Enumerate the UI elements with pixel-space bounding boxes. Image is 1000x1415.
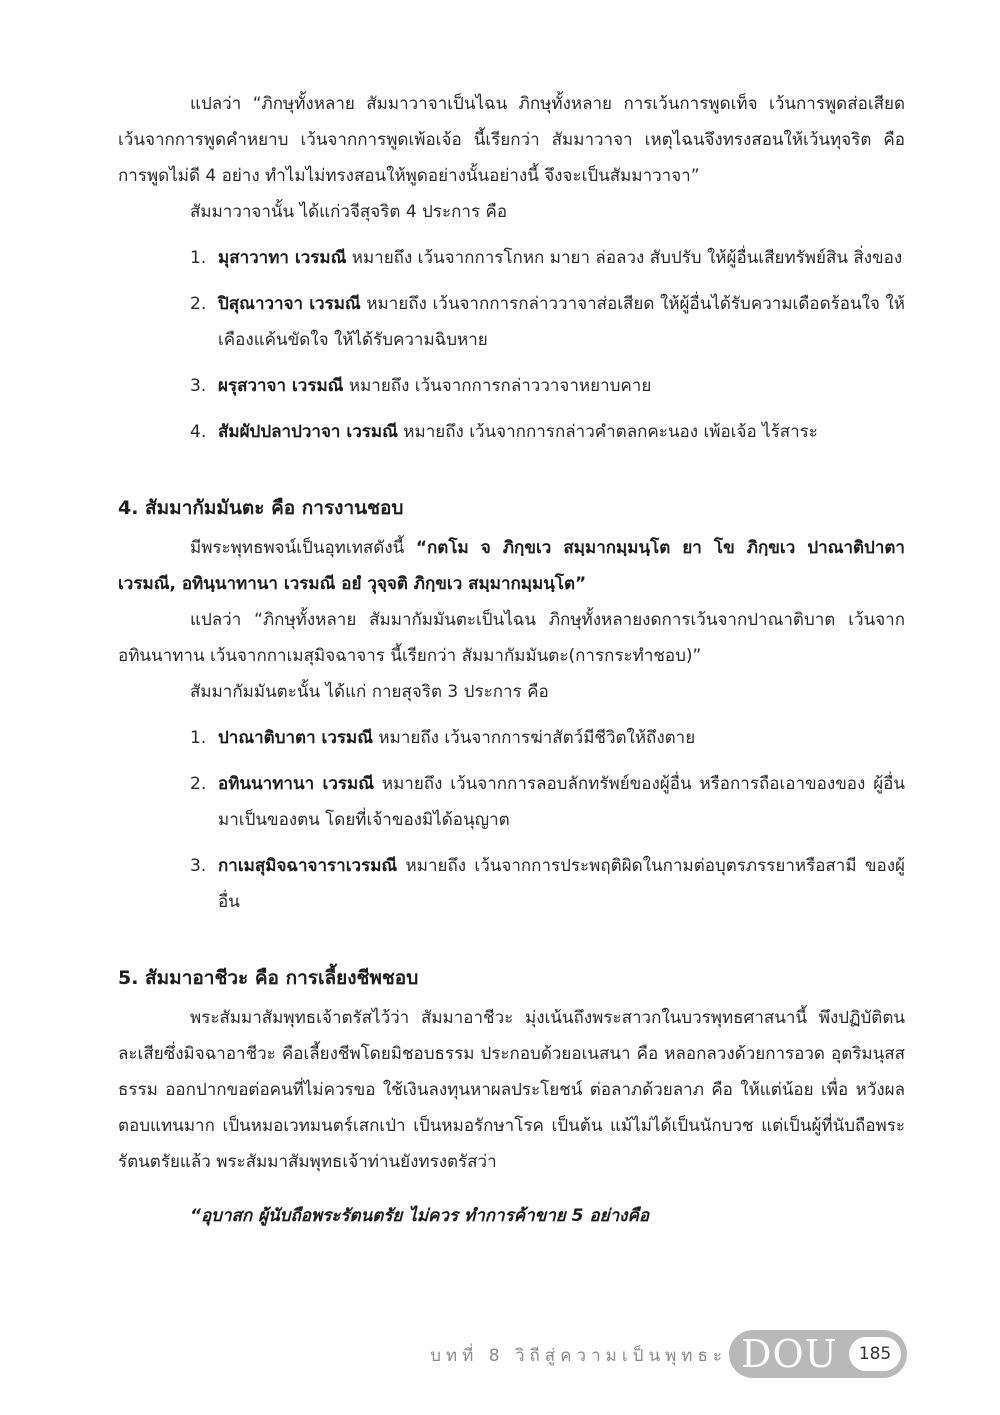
page-body: [118, 86, 905, 1234]
list-item: 4. สัมผัปปลาปวาจา เวรมณี หมายถึง เว้นจากการกล่าวคำตลกคะนอง เพ้อเจ้อ ไร้สาระ: [190, 422, 818, 442]
speech-virtues-list: [118, 240, 905, 450]
list-item: 2. ปิสุณาวาจา เวรมณี หมายถึง เว้นจากการกล่าววาจาส่อเสียด ให้ผู้อื่นได้รับความเดือดร้อนใจ ให้เคืองแค้นขัดใจ ให้ได้รับความฉิบหาย: [190, 294, 905, 350]
pali-paragraph: มีพระพุทธพจน์เป็นอุทเทสดังนี้ “กตโม จ ภิกฺขเว สมฺมากมฺมนฺโต ยา โข ภิกฺขเว ปาณาติปาตา เวรมณี, อทินฺนาทานา เวรมณี อยํ วุจฺจติ ภิกฺขเว สมฺมากมฺมนฺโต”: [118, 538, 905, 594]
chapter-title: บทที่ 8 วิถีสู่ความเป็นพุทธะ: [430, 1346, 727, 1366]
page-number: 185: [849, 1337, 901, 1371]
bodily-virtues-list: [118, 720, 905, 920]
section-heading-5: 5. สัมมาอาชีวะ คือ การเลี้ยงชีพชอบ: [118, 967, 419, 989]
translation-paragraph-4: แปลว่า “ภิกษุทั้งหลาย สัมมากัมมันตะเป็นไฉน ภิกษุทั้งหลายงดการเว้นจากปาณาติบาต เว้นจาก อทินนาทาน เว้นจากกาเมสุมิจฉาจาร นี้เรียกว่า สัมมากัมมันตะ(การกระทำชอบ)”: [118, 610, 905, 666]
list-item: 2. อทินนาทานา เวรมณี หมายถึง เว้นจากการลอบลักทรัพย์ของผู้อื่น หรือการถือเอาของของ ผู้อื่นมาเป็นของตน โดยที่เจ้าของมิได้อนุญาต: [190, 774, 905, 830]
quote-line: “อุบาสก ผู้นับถือพระรัตนตรัย ไม่ควร ทำการค้าขาย 5 อย่างคือ: [190, 1206, 650, 1226]
dou-badge: [729, 1330, 907, 1378]
summary-line-4: สัมมากัมมันตะนั้น ได้แก่ กายสุจริต 3 ประการ คือ: [190, 682, 549, 702]
list-item: 1. ปาณาติบาตา เวรมณี หมายถึง เว้นจากการฆ่าสัตว์มีชีวิตให้ถึงตาย: [190, 728, 696, 748]
list-item: 1. มุสาวาทา เวรมณี หมายถึง เว้นจากการโกหก มายา ล่อลวง สับปรับ ให้ผู้อื่นเสียทรัพย์สิน สิ่งของ: [190, 248, 903, 268]
translation-paragraph: แปลว่า “ภิกษุทั้งหลาย สัมมาวาจาเป็นไฉน ภิกษุทั้งหลาย การเว้นการพูดเท็จ เว้นการพูดส่อเสียด เว้นจากการพูดคำหยาบ เว้นจากการพูดเพ้อเจ้อ นี้เรียกว่า สัมมาวาจา เหตุไฉนจึงทรงสอนให้เว้นทุจริต คือ การพูดไม่ดี 4 อย่าง ทำไมไม่ทรงสอนให้พูดอย่างนั้นอย่างนี้ จึงจะเป็นสัมมาวาจา”: [118, 94, 905, 186]
section-heading-4: 4. สัมมากัมมันตะ คือ การงานชอบ: [118, 497, 404, 519]
list-item: 3. กาเมสุมิจฉาจาราเวรมณี หมายถึง เว้นจากการประพฤติผิดในกามต่อบุตรภรรยาหรือสามี ของผู้อื่น: [190, 856, 905, 912]
page-footer: [425, 1330, 907, 1380]
summary-line: สัมมาวาจานั้น ได้แก่วจีสุจริต 4 ประการ คือ: [190, 202, 508, 222]
list-item: 3. ผรุสวาจา เวรมณี หมายถึง เว้นจากการกล่าววาจาหยาบคาย: [190, 376, 652, 396]
livelihood-paragraph: พระสัมมาสัมพุทธเจ้าตรัสไว้ว่า สัมมาอาชีวะ มุ่งเน้นถึงพระสาวกในบวรพุทธศาสนานี้ พึงปฏิบัติตน ละเสียซึ่งมิจฉาอาชีวะ คือเลี้ยงชีพโดยมิชอบธรรม ประกอบด้วยอเนสนา คือ หลอกลวงด้วยการอวด อุตริมนุสสธรรม ออกปากขอต่อคนที่ไม่ควรขอ ใช้เงินลงทุนหาผลประโยชน์ ต่อลาภด้วยลาภ คือ ให้แต่น้อย เพื่อ หวังผลตอบแทนมาก เป็นหมอเวทมนตร์เสกเป่า เป็นหมอรักษาโรค เป็นต้น แม้ไม่ได้เป็นนักบวช แต่เป็นผู้ที่นับถือพระรัตนตรัยแล้ว พระสัมมาสัมพุทธเจ้าท่านยังทรงตรัสว่า: [118, 1008, 905, 1172]
dou-logo: DOU: [741, 1332, 838, 1376]
